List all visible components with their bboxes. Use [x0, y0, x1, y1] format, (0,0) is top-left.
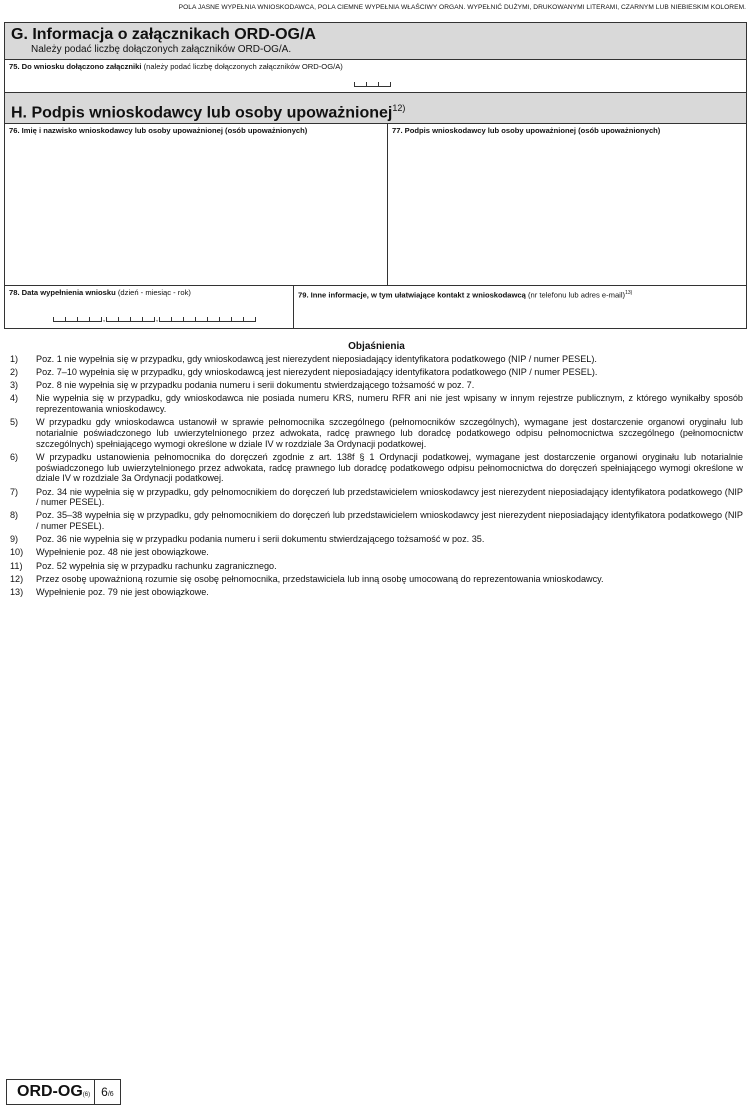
explanation-item	[10, 367, 743, 378]
explanation-item	[10, 487, 743, 509]
explanation-item	[10, 587, 743, 598]
form-version: (6)	[82, 1092, 91, 1098]
explanation-item	[10, 547, 743, 558]
form-sections	[4, 22, 747, 329]
section-h-header	[5, 93, 746, 124]
explanation-text: Poz. 1 nie wypełnia się w przypadku, gdy wnioskodawcą jest nierezydent nieposiadający identyfikatora podatkowego (NIP / numer PESEL).	[36, 354, 597, 364]
explanation-text: W przypadku gdy wnioskodawca ustanowił w sprawie pełnomocnika szczególnego (pełnomocników szczególnych), wymagane jest dostarczenie organowi oryginału lub notarialnie poświadczonego lub uwierzytelnionego przez adwokata, radcę prawnego lub doradcę podatkowego odpisu pełnomocnictwa szczególnego (pełnomocnictw szczególnych) spełniającego wymogi określone w dziale IV w rozdziale 3a Ordynacji podatkowej.	[36, 417, 743, 449]
field-75-digit-boxes[interactable]	[354, 82, 391, 87]
explanation-text: Poz. 36 nie wypełnia się w przypadku podania numeru i serii dokumentu stwierdzającego tożsamość w poz. 35.	[36, 534, 485, 545]
explanation-number: 7)	[10, 486, 19, 497]
field-75-hint: (należy podać liczbę dołączonych załączników ORD-OG/A)	[141, 62, 343, 71]
field-77-label: 77. Podpis wnioskodawcy lub osoby upoważnionej (osób upoważnionych)	[392, 126, 661, 135]
explanation-item	[10, 574, 743, 585]
explanation-number: 11)	[10, 560, 23, 571]
page-footer	[6, 1079, 121, 1105]
explanation-text: Poz. 8 nie wypełnia się w przypadku podania numeru i serii dokumentu stwierdzającego tożsamość w poz. 7.	[36, 380, 475, 391]
field-75-label: 75. Do wniosku dołączono załączniki	[9, 62, 142, 71]
explanation-item	[10, 380, 743, 391]
explanation-number: 4)	[10, 393, 19, 404]
field-79-hint: (nr telefonu lub adres e-mail)	[525, 290, 626, 300]
explanation-text: W przypadku ustanowienia pełnomocnika do doręczeń zgodnie z art. 138f § 1 Ordynacji podatkowej, wymagane jest dostarczenie organowi oryginału lub notarialnie poświadczonego lub uwierzytelnionego przez adwokata, radcę prawnego lub doradcę podatkowego odpisu pełnomocnictwa do doręczeń spełniającego wymogi określone w dziale IV w rozdziale 3a Ordynacji podatkowej.	[36, 451, 743, 484]
explanation-item	[10, 561, 743, 572]
explanation-item	[10, 510, 743, 532]
explanation-number: 2)	[10, 367, 19, 378]
explanation-number: 5)	[10, 417, 19, 428]
explanations-list	[10, 354, 743, 598]
field-76-label: 76. Imię i nazwisko wnioskodawcy lub osoby upoważnionej (osób upoważnionych)	[9, 126, 308, 135]
explanation-text: Poz. 7–10 wypełnia się w przypadku, gdy wnioskodawcą jest nierezydent nieposiadający identyfikatora podatkowego (NIP / numer PESEL).	[36, 367, 598, 378]
section-h-title: H. Podpis wnioskodawcy lub osoby upoważnionej	[11, 104, 393, 122]
field-79-contact-field[interactable]	[294, 286, 746, 328]
page-number: 6	[101, 1085, 108, 1099]
field-79-label: 79. Inne informacje, w tym ułatwiające kontakt z wnioskodawcą	[298, 290, 526, 300]
field-78-date-field[interactable]	[5, 286, 294, 328]
explanation-number: 3)	[10, 380, 19, 391]
explanation-text: Poz. 35–38 wypełnia się w przypadku, gdy pełnomocnikiem do doręczeń lub przedstawicielem wnioskodawcy jest nierezydent nieposiadający identyfikatora podatkowego (NIP / numer PESEL).	[36, 510, 743, 532]
explanation-item	[10, 393, 743, 415]
explanation-item	[10, 354, 743, 365]
field-79-footnote-ref: 13)	[625, 290, 633, 296]
explanation-number: 8)	[10, 510, 19, 521]
form-code: ORD-OG	[17, 1083, 83, 1100]
signature-row	[5, 124, 746, 286]
explanation-number: 12)	[10, 573, 24, 584]
explanation-text: Wypełnienie poz. 79 nie jest obowiązkowe.	[36, 586, 209, 597]
field-77-signature-field[interactable]	[388, 124, 746, 285]
explanation-item	[10, 534, 743, 545]
section-g-title: G. Informacja o załącznikach ORD-OG/A	[11, 26, 316, 43]
instructions-note: POLA JASNE WYPEŁNIA WNIOSKODAWCA, POLA CIEMNE WYPEŁNIA WŁAŚCIWY ORGAN. WYPEŁNIĆ DUŻYMI, DRUKOWANYMI LITERAMI, CZARNYM LUB NIEBIESKIM KOLOREM.	[178, 4, 746, 11]
page-total: /6	[107, 1091, 114, 1098]
section-g-header	[5, 23, 746, 60]
explanations-section	[10, 340, 743, 600]
field-75-attachments-count[interactable]	[5, 60, 746, 93]
explanation-number: 9)	[10, 534, 19, 545]
explanation-text: Wypełnienie poz. 48 nie jest obowiązkowe.	[36, 547, 209, 558]
section-g-subtitle: Należy podać liczbę dołączonych załączników ORD-OG/A.	[31, 44, 292, 55]
field-78-label: 78. Data wypełnienia wniosku	[9, 288, 116, 297]
explanation-number: 6)	[10, 451, 19, 462]
field-78-hint: (dzień - miesiąc - rok)	[115, 288, 191, 297]
date-contact-row	[5, 286, 746, 328]
explanation-item	[10, 452, 743, 484]
explanation-item	[10, 417, 743, 449]
explanation-number: 10)	[10, 547, 24, 558]
explanation-number: 13)	[10, 586, 24, 597]
explanation-text: Poz. 34 nie wypełnia się w przypadku, gdy pełnomocnikiem do doręczeń lub przedstawicielem wnioskodawcy jest nierezydent nieposiadający identyfikatora podatkowego (NIP / numer PESEL).	[36, 486, 743, 508]
explanations-title: Objaśnienia	[348, 341, 405, 352]
field-76-name-field[interactable]	[5, 124, 388, 285]
explanation-text: Nie wypełnia się w przypadku, gdy wnioskodawca nie posiada numeru KRS, numeru RFR ani nie jest wpisany w innym rejestrze publicznym, z którego wynikałby sposób reprezentowania wnioskodawcy.	[36, 393, 743, 415]
section-h-footnote-ref: 12)	[392, 103, 406, 113]
explanation-text: Poz. 52 wypełnia się w przypadku rachunku zagranicznego.	[36, 560, 277, 571]
explanation-text: Przez osobę upoważnioną rozumie się osobę pełnomocnika, przedstawiciela lub inną osobę umocowaną do reprezentowania wnioskodawcy.	[36, 573, 604, 584]
explanation-number: 1)	[10, 354, 19, 364]
field-78-date-boxes[interactable]: , ,	[53, 316, 256, 322]
